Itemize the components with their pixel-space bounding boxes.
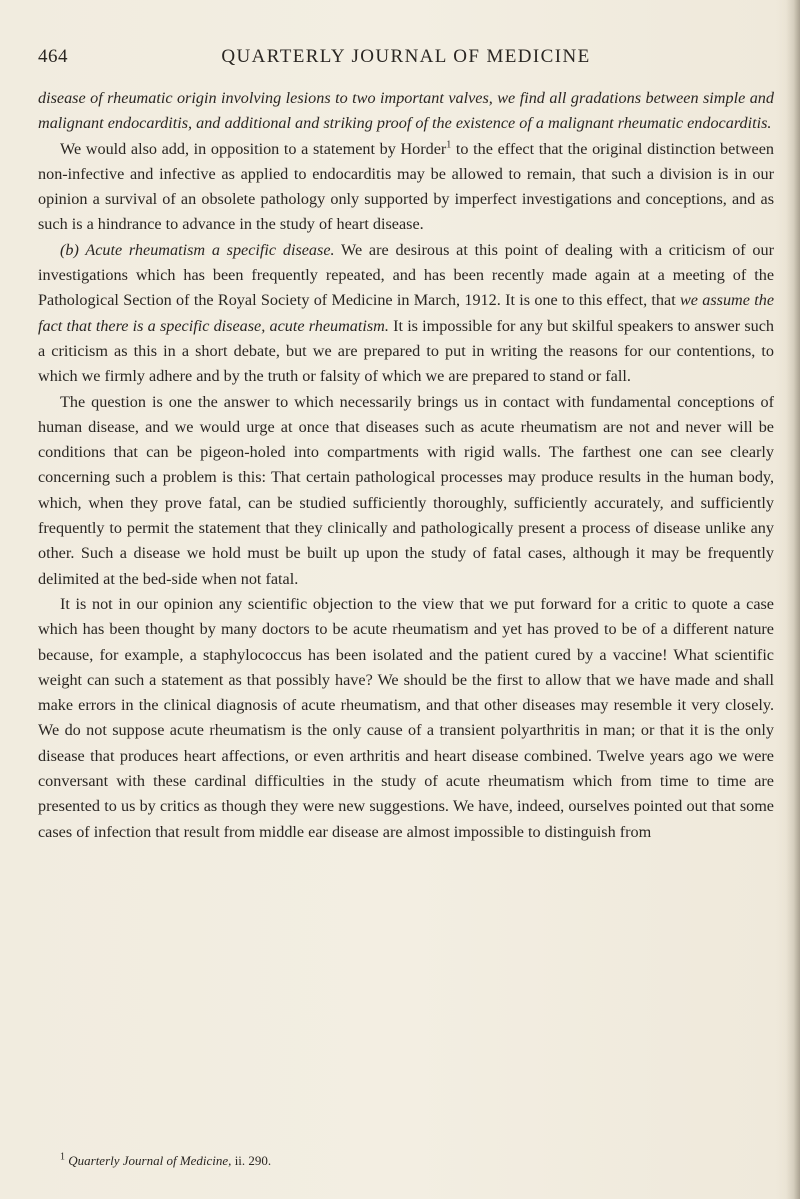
paragraph-objection [38, 592, 774, 845]
page-edge-shadow [786, 0, 800, 1199]
footnote-ref: ii. 290. [231, 1153, 272, 1168]
paragraph-text: The question is one the answer to which necessarily brings us in contact with fundamental conceptions of human disease, and we would urge at once that diseases such as acute rheumatism are not and never will be conditions that can be pigeon-holed into compartments with rigid walls. The farthest one can see clearly concerning such a problem is this: That certain pathological processes may produce results in the human body, which, when they prove fatal, can be studied sufficiently thoroughly, sufficiently accurately, and sufficiently frequently to permit the statement that they clinically and pathologically present a process of disease unlike any other. Such a disease we hold must be built up upon the study of fatal cases, although it may be frequently delimited at the bed-side when not fatal. [38, 392, 774, 588]
paragraph-horder [38, 137, 774, 238]
paragraph-specific-disease [38, 238, 774, 390]
footnote-source: Quarterly Journal of Medicine, [68, 1153, 232, 1168]
footnote-reference: 1 [446, 139, 452, 151]
page-number: 464 [38, 46, 68, 67]
paragraph-text: We would also add, in opposition to a statement by Horder [60, 139, 447, 158]
section-label: (b) [60, 240, 79, 259]
footnote [38, 1153, 774, 1169]
article-body [38, 86, 774, 845]
italic-conclusion: disease of rheumatic origin involving lesions to two important valves, we find all gradations between simple and malignant endocarditis, and additional and striking proof of the existence of a malignant rheumatic endocarditis. [38, 89, 774, 133]
paragraph-text: to the effect that the original distinction between non-infective and infective as applied to endocarditis may be allowed to remain, that such a division is in our opinion a survival of an obsolete pathology only supported by imperfect investigations and conceptions, and as such is a hindrance to advance in the study of heart disease. [38, 139, 774, 234]
page-header [38, 46, 774, 72]
paragraph-text: It is not in our opinion any scientific objection to the view that we put forward for a critic to quote a case which has been thought by many doctors to be acute rheumatism and yet has proved to be of a different nature because, for example, a staphylococcus has been isolated and the patient cured by a vaccine! What scientific weight can such a statement as that possibly have? We should be the first to allow that we have made and shall make errors in the clinical diagnosis of acute rheumatism, and that other diseases may resemble it very closely. We do not suppose acute rheumatism is the only cause of a transient polyarthritis in man; or that it is the only disease that produces heart affections, or even arthritis and heart disease combined. Twelve years ago we were conversant with these cardinal difficulties in the study of acute rheumatism which from time to time are presented to us by critics as though they were new suggestions. We have, indeed, ourselves pointed out that some cases of infection that result from middle ear disease are almost impossible to distinguish from [38, 594, 774, 841]
footnote-marker: 1 [60, 1151, 65, 1163]
paragraph-question [38, 390, 774, 592]
paragraph-text: We are desirous at this point of dealing with a criticism of our investigations which has been frequently repeated, and has been recently made again at a meeting of the Pathological Section of the Royal Society of Medicine in March, 1912. It is one to this effect, that [38, 240, 775, 310]
paragraph-text: It is impossible for any but skilful speakers to answer such a criticism as this in a short debate, but we are prepared to put in writing the reasons for our contentions, to which we firmly adhere and by the truth or falsity of which we are prepared to stand or fall. [38, 316, 774, 386]
paragraph-continued [38, 86, 774, 137]
italic-quote: we assume the fact that there is a specific disease, acute rheumatism. [38, 291, 774, 335]
running-title: QUARTERLY JOURNAL OF MEDICINE [221, 46, 591, 67]
section-heading: Acute rheumatism a specific disease. [78, 240, 335, 259]
